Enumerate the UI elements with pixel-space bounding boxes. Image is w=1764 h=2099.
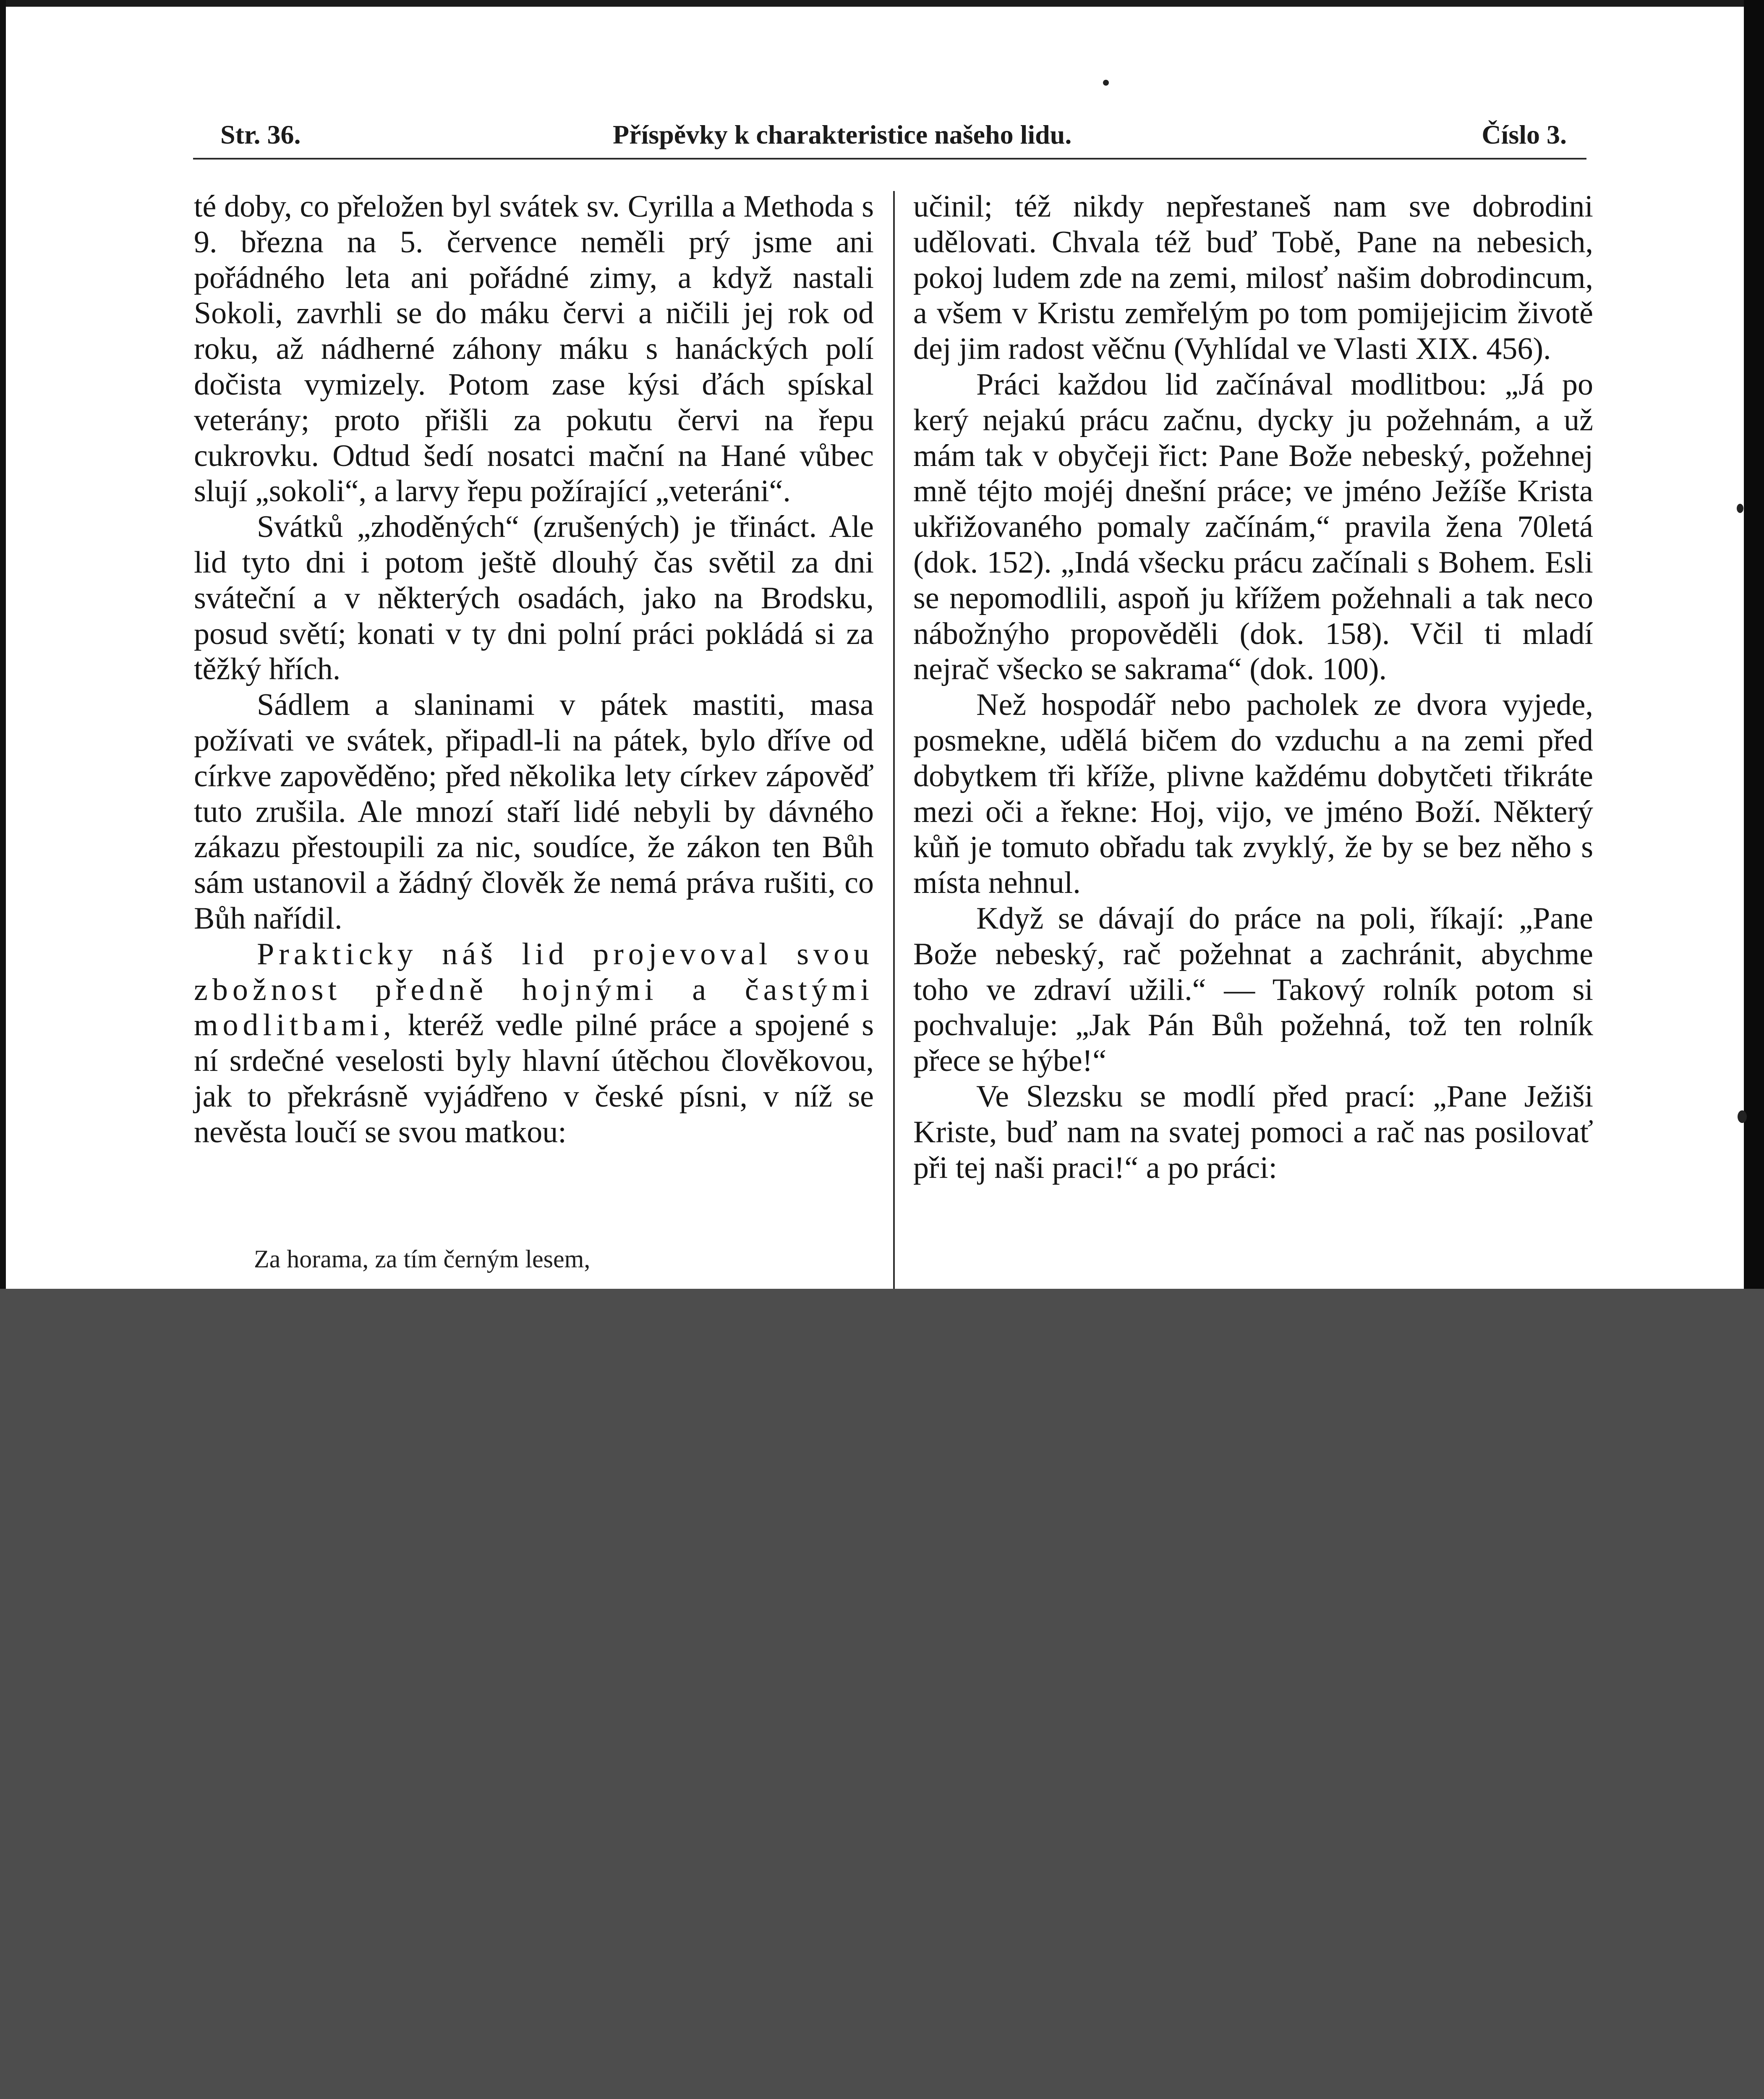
issue-number: Číslo 3. (1482, 120, 1567, 149)
paragraph: té doby, co přeložen byl svátek sv. Cyrilla a Methoda s 9. března na 5. července neměli prý jsme ani pořádného leta ani pořádné zimy, a když nastali Sokoli, zavrhli se do máku červi a ničili jej rok od roku, až nádherné záhony máku s hanáckých polí dočista vymizely. Potom zase kýsi ďách spískal veterány; proto přišli za pokutu červi na řepu cukrovku. Odtud šedí nosatci mační na Hané vůbec slují „sokoli“, a larvy řepu požírající „veteráni“. (194, 189, 874, 509)
scan-edge-top (0, 0, 1764, 7)
paragraph: Ve Slezsku se modlí před prací: „Pane Ježiši Kriste, buď nam na svatej pomoci a rač nas posilovať při tej naši praci!“ a po práci: (913, 1079, 1593, 1185)
scan-speck (1103, 80, 1109, 86)
header-rule (193, 158, 1586, 160)
verse-line: Za horama, za tím černým lesem, (254, 1245, 591, 1273)
column-divider (893, 191, 895, 1289)
spaced-emphasis: Prakticky náš lid projevoval svou zbožnost předně hojnými a častými modlitbami, (194, 937, 874, 1043)
running-title: Příspěvky k charakteristice našeho lidu. (613, 120, 1072, 149)
paragraph: Než hospodář nebo pacholek ze dvora vyjede, posmekne, udělá bičem do vzduchu a na zemi před dobytkem tři kříže, plivne každému dobytčeti třikráte mezi oči a řekne: Hoj, vijo, ve jméno Boží. Některý kůň je tomuto obřadu tak zvyklý, že by se bez něho s místa nehnul. (913, 688, 1593, 900)
right-column (913, 189, 1593, 1186)
paragraph: Svátků „zhoděných“ (zrušených) je třináct. Ale lid tyto dni i potom ještě dlouhý čas světil za dni sváteční a v některých osadách, jako na Brodsku, posud světí; konati v ty dni polní práci pokládá si za těžký hřích. (194, 510, 874, 687)
paragraph (194, 937, 874, 1150)
scan-speck (1738, 1110, 1747, 1123)
left-column (194, 189, 874, 1150)
scan-edge-left (0, 0, 6, 1289)
paragraph: Sádlem a slaninami v pátek mastiti, masa požívati ve svátek, připadl-li na pátek, bylo dříve od církve zapověděno; před několika lety církev zápověď tuto zrušila. Ale mnozí staří lidé nebyli by dávného zákazu přestoupili za nic, soudíce, že zákon ten Bůh sám ustanovil a žádný člověk že nemá práva rušiti, co Bůh nařídil. (194, 688, 874, 936)
page-number: Str. 36. (220, 120, 301, 149)
scan-edge-right (1744, 0, 1764, 1289)
scan-speck (1737, 504, 1743, 513)
paragraph: Když se dávají do práce na poli, říkají: „Pane Bože nebeský, rač požehnat a zachránit, abychme toho ve zdraví užili.“ — Takový rolník potom si pochvaluje: „Jak Pán Bůh požehná, tož ten rolník přece se hýbe!“ (913, 901, 1593, 1078)
paragraph: Práci každou lid začínával modlitbou: „Já po kerý nejakú prácu začnu, dycky ju požehnám, a už mám tak v obyčeji řict: Pane Bože nebeský, požehnej mně téjto mojéj dnešní práce; ve jméno Ježíše Krista ukřižovaného pomaly začínám,“ pravila žena 70letá (dok. 152). „Indá všecku prácu začínali s Bohem. Esli se nepomodlili, aspoň ju křížem požehnali a tak neco nábožnýho propověděli (dok. 158). Včil ti mladí nejrač všecko se sakrama“ (dok. 100). (913, 367, 1593, 687)
paragraph: učinil; též nikdy nepřestaneš nam sve dobrodini udělovati. Chvala též buď Tobě, Pane na nebesich, pokoj ludem zde na zemi, milosť našim dobrodincum, a všem v Kristu zemřelým po tom pomijejicim životě dej jim radost věčnu (Vyhlídal ve Vlasti XIX. 456). (913, 189, 1593, 366)
paragraph-text: kteréž vedle pilné práce a spojené s ní srdečné veselosti byly hlavní útěchou člověkovou, jak to překrásně vyjádřeno v české písni, v níž se nevěsta loučí se svou matkou: (194, 1008, 874, 1149)
